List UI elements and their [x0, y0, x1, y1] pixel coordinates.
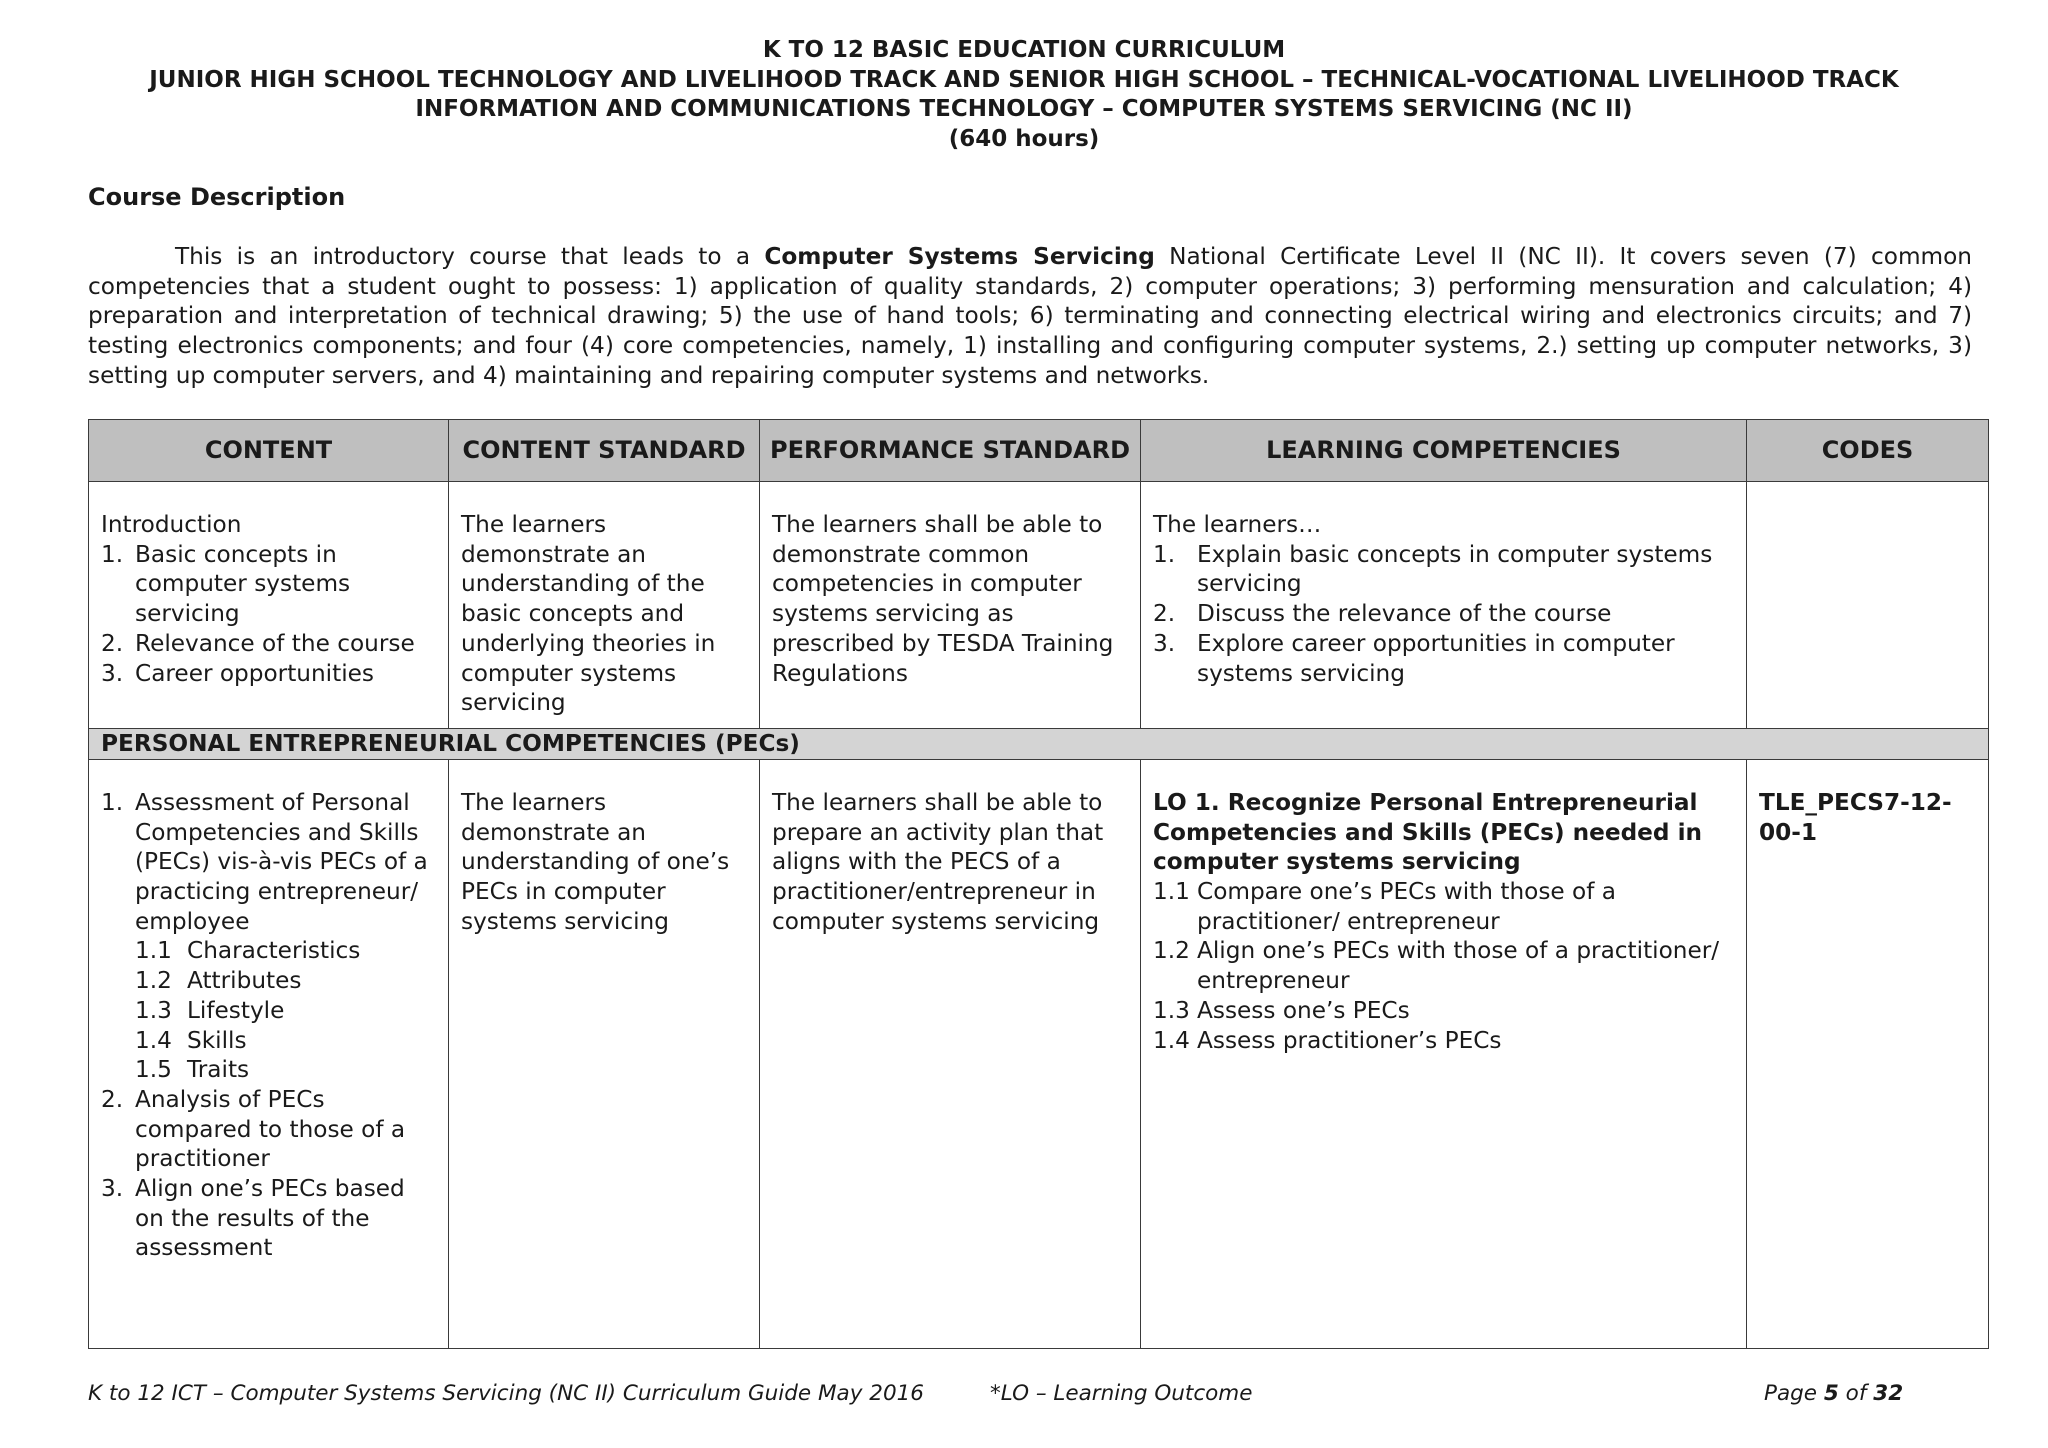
footer-page-number: [1764, 1381, 1903, 1406]
list-number: 2.: [1153, 600, 1176, 628]
list-item: [1153, 996, 1734, 1026]
list-text: Assess practitioner’s PECs: [1197, 1026, 1502, 1054]
list-number: 3.: [101, 659, 124, 687]
intro-content-standard-cell: [449, 482, 760, 729]
intro-content-cell: [89, 482, 449, 729]
list-text: Basic concepts in computer systems servicing: [135, 540, 351, 628]
footer-guide-title: K to 12 ICT – Computer Systems Servicing (NC II) Curriculum Guide May 2016: [88, 1381, 924, 1406]
list-text: Lifestyle: [187, 996, 285, 1024]
list-text: Relevance of the course: [135, 629, 415, 657]
page-current: 5: [1823, 1381, 1839, 1406]
list-number: 1.5: [135, 1056, 172, 1084]
list-number: 2.: [101, 1085, 124, 1113]
course-desc-post: National Certificate Level II (NC II). It covers seven (7) common competencies that a student ought to possess: 1) application of quality standards, 2) computer operations; 3) performing mensuration and calculation; 4) preparation and interpretation of technical drawing; 5) the use of hand tools; 6) terminating and connecting electrical wiring and electronics circuits; and 7) testing electronics components; and four (4) core competencies, namely, 1) installing and configuring computer systems, 2.) setting up computer networks, 3) setting up computer servers, and 4) maintaining and repairing computer systems and networks.: [88, 243, 1972, 389]
list-number: 1.2: [135, 967, 172, 995]
header-learning-competencies: LEARNING COMPETENCIES: [1141, 420, 1747, 482]
header-content: CONTENT: [89, 420, 449, 482]
intro-code-cell: [1747, 482, 1989, 729]
list-text: Align one’s PECs with those of a practitioner/ entrepreneur: [1197, 937, 1720, 995]
pecs-competencies-cell: [1141, 759, 1747, 1348]
pecs-content-cell: [89, 759, 449, 1348]
list-item: [135, 1026, 436, 1056]
list-number: 1.3: [135, 996, 172, 1024]
intro-performance-standard-cell: [760, 482, 1141, 729]
course-description-text: [88, 242, 1972, 391]
page-total: 32: [1873, 1381, 1904, 1406]
intro-competencies-cell: [1141, 482, 1747, 729]
pecs-performance-standard-cell: [760, 759, 1141, 1348]
learning-outcome-title: LO 1. Recognize Personal Entrepreneurial Competencies and Skills (PECs) needed in computer systems servicing: [1153, 788, 1703, 876]
table-row-introduction: [89, 482, 1989, 729]
list-item: [135, 1055, 436, 1085]
list-text: Skills: [187, 1026, 247, 1054]
list-number: 2.: [101, 629, 124, 657]
pecs-content-standard: The learners demonstrate an understanding of one’s PECs in computer systems servicing: [461, 788, 730, 935]
list-text: Assess one’s PECs: [1197, 996, 1410, 1024]
title-line-2: JUNIOR HIGH SCHOOL TECHNOLOGY AND LIVELIHOOD TRACK AND SENIOR HIGH SCHOOL – TECHNICAL-VOCATIONAL LIVELIHOOD TRACK: [149, 66, 1899, 93]
list-number: 1.4: [1153, 1026, 1190, 1054]
list-item: [101, 1174, 436, 1263]
curriculum-table: [88, 419, 1989, 1349]
pecs-content-standard-cell: [449, 759, 760, 1348]
header-content-standard: CONTENT STANDARD: [449, 420, 760, 482]
list-item: [101, 540, 436, 629]
course-description-heading: Course Description: [88, 183, 346, 211]
list-item: [101, 788, 436, 1085]
list-item: [135, 996, 436, 1026]
list-item: [1153, 540, 1734, 599]
header-performance-standard: PERFORMANCE STANDARD: [760, 420, 1141, 482]
page-of: of: [1838, 1381, 1874, 1406]
course-desc-pre: This is an introductory course that leads to a: [175, 243, 765, 270]
pecs-performance-standard: The learners shall be able to prepare an activity plan that aligns with the PECS of a practitioner/entrepreneur in computer systems servicing: [772, 788, 1104, 935]
list-number: 1.1: [1153, 878, 1190, 906]
list-number: 3.: [101, 1175, 124, 1203]
list-number: 1.3: [1153, 996, 1190, 1024]
page-prefix: Page: [1764, 1381, 1824, 1406]
pecs-content-sublist: [135, 936, 436, 1085]
list-number: 1.1: [135, 937, 172, 965]
pecs-code-cell: TLE_PECS7-12-00-1: [1747, 759, 1989, 1348]
document-title-block: [0, 36, 2048, 154]
list-text: Characteristics: [187, 937, 361, 965]
intro-competencies-list: [1153, 540, 1734, 689]
list-item: [135, 966, 436, 996]
list-text: Explain basic concepts in computer systems servicing: [1197, 540, 1713, 598]
list-item: [101, 629, 436, 659]
pecs-content-list: [101, 788, 436, 1263]
list-number: 3.: [1153, 629, 1176, 657]
list-item: [135, 936, 436, 966]
footer-lo-note: *LO – Learning Outcome: [990, 1381, 1253, 1406]
list-item: [1153, 877, 1734, 936]
table-row-pecs: [89, 759, 1989, 1348]
list-item: [1153, 629, 1734, 688]
list-item: [1153, 599, 1734, 629]
list-number: 1.4: [135, 1026, 172, 1054]
intro-performance-standard: The learners shall be able to demonstrate common competencies in computer systems servicing as prescribed by TESDA Training Regulations: [772, 511, 1114, 687]
title-line-1: K TO 12 BASIC EDUCATION CURRICULUM: [762, 37, 1286, 63]
list-text: Analysis of PECs compared to those of a practitioner: [135, 1085, 406, 1173]
pecs-competencies-list: [1153, 877, 1734, 1055]
list-item: [1153, 936, 1734, 995]
list-number: 1.2: [1153, 937, 1190, 965]
list-number: 1.: [101, 540, 124, 568]
list-item: [101, 1085, 436, 1174]
intro-competencies-lead: The learners…: [1153, 511, 1322, 538]
list-item: [101, 659, 436, 689]
table-row-section-pecs: [89, 728, 1989, 759]
title-hours: (640 hours): [948, 125, 1100, 152]
intro-content-list: [101, 540, 436, 689]
list-text: Traits: [187, 1056, 250, 1084]
list-text: Compare one’s PECs with those of a practitioner/ entrepreneur: [1197, 878, 1616, 935]
list-text: Discuss the relevance of the course: [1197, 600, 1612, 628]
list-text: Attributes: [187, 967, 302, 995]
list-number: 1.: [101, 788, 124, 816]
intro-content-standard: The learners demonstrate an understanding of the basic concepts and underlying theories in computer systems servicing: [461, 511, 716, 717]
list-item: [1153, 1026, 1734, 1056]
list-text: Career opportunities: [135, 659, 375, 687]
list-text: Explore career opportunities in computer systems servicing: [1197, 629, 1675, 687]
list-text: Assessment of Personal Competencies and Skills (PECs) vis-à-vis PECs of a practicing entrepreneur/ employee: [135, 788, 428, 935]
section-label: PERSONAL ENTREPRENEURIAL COMPETENCIES (PECs): [89, 728, 1989, 759]
list-text: Align one’s PECs based on the results of the assessment: [135, 1175, 405, 1262]
title-line-3: INFORMATION AND COMMUNICATIONS TECHNOLOGY – COMPUTER SYSTEMS SERVICING (NC II): [415, 96, 1633, 122]
header-codes: CODES: [1747, 420, 1989, 482]
course-desc-bold: Computer Systems Servicing: [764, 243, 1155, 270]
list-number: 1.: [1153, 540, 1176, 568]
intro-content-title: Introduction: [101, 511, 242, 538]
table-header-row: [89, 420, 1989, 482]
